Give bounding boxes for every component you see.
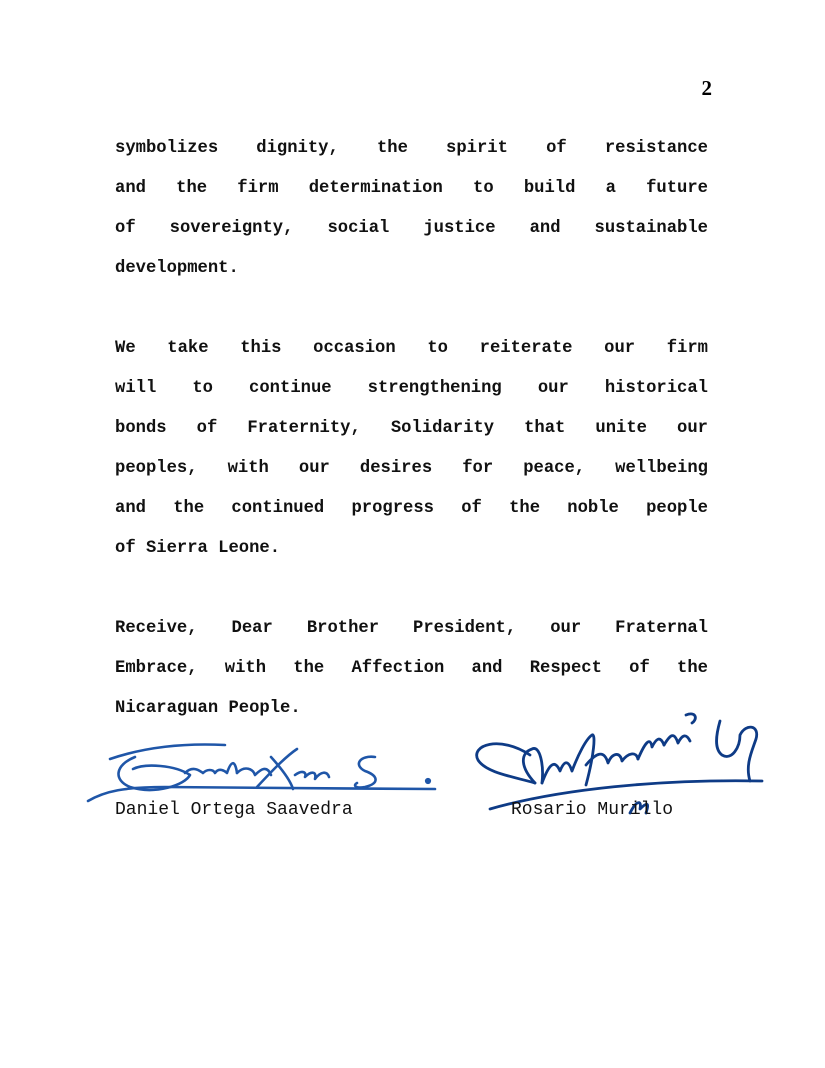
signature-ortega-icon [85,735,445,807]
text-line: Embrace, with the Affection and Respect of the [115,659,708,678]
paragraph-closing-1 [115,129,708,289]
text-line: will to continue strengthening our historical [115,379,708,398]
text-line: of sovereignty, social justice and sustainable [115,219,708,238]
text-line: We take this occasion to reiterate our firm [115,339,708,358]
text-line: of Sierra Leone. [115,539,281,558]
text-line: Nicaraguan People. [115,699,301,718]
signatory-name-murillo: Rosario Murillo [511,800,674,820]
text-line: peoples, with our desires for peace, wellbeing [115,459,708,478]
text-line: bonds of Fraternity, Solidarity that unite our [115,419,708,438]
paragraph-closing-2 [115,329,708,569]
text-line: symbolizes dignity, the spirit of resistance [115,139,708,158]
text-line: development. [115,259,239,278]
signatory-name-ortega: Daniel Ortega Saavedra [115,800,353,820]
text-line: Receive, Dear Brother President, our Fraternal [115,619,708,638]
text-line: and the firm determination to build a future [115,179,708,198]
page-number: 2 [701,76,712,100]
text-line: and the continued progress of the noble people [115,499,708,518]
